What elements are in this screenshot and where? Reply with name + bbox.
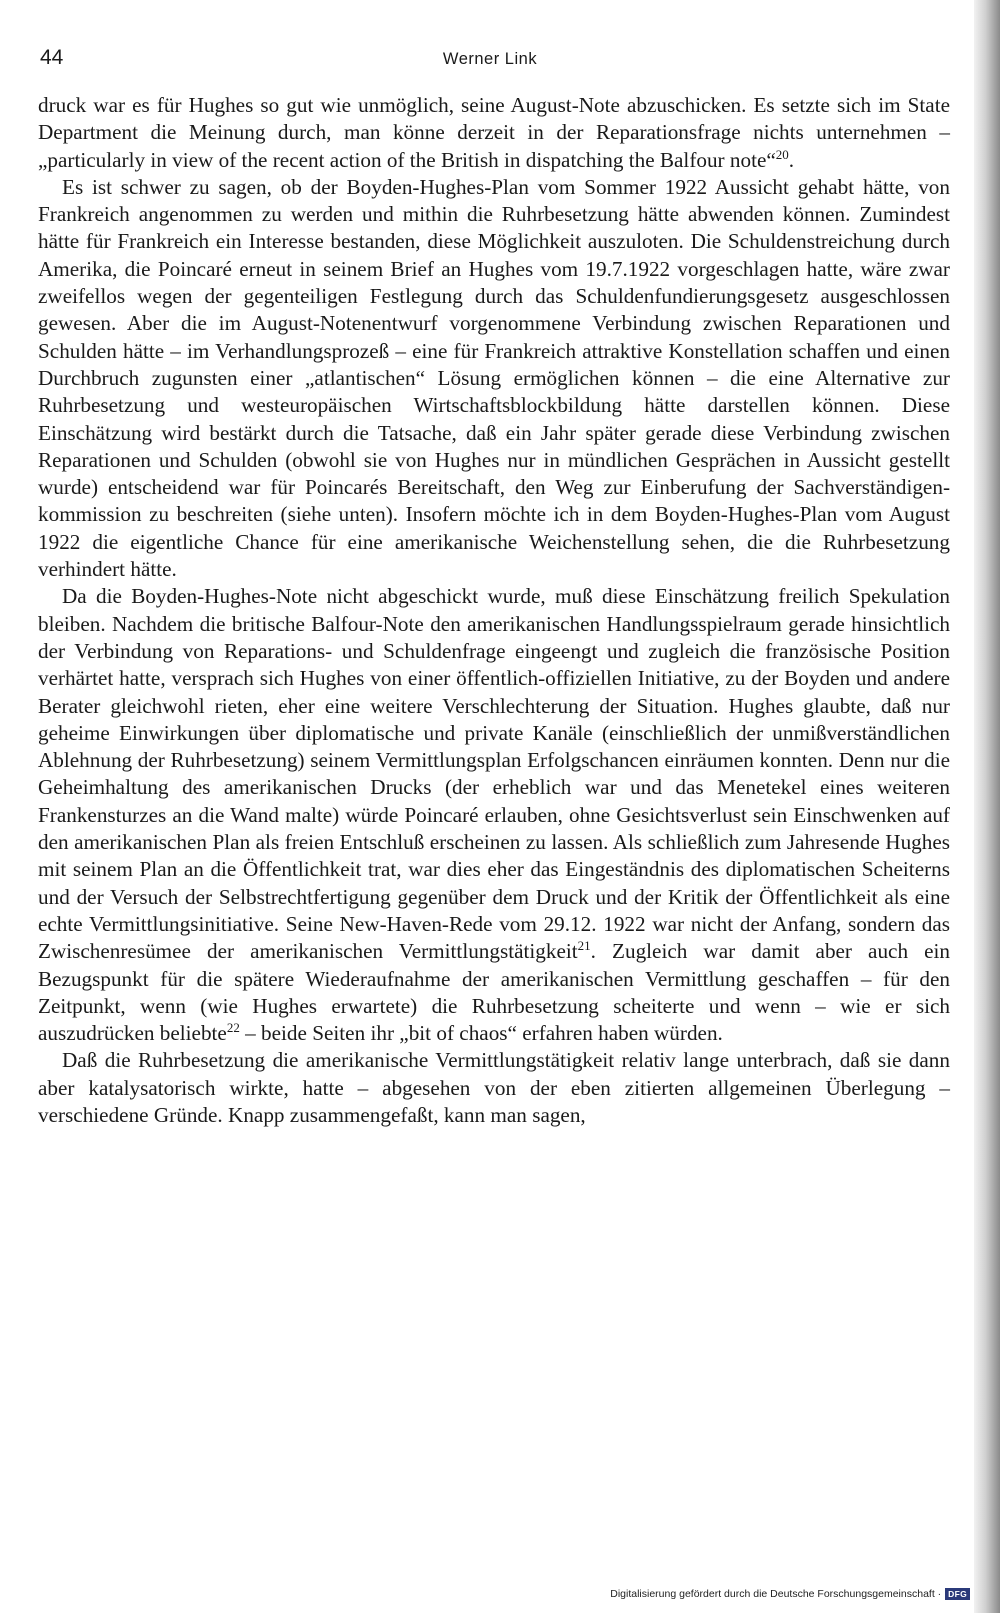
paragraph-1 (38, 92, 950, 174)
page-number: 44 (40, 46, 64, 69)
footnote-ref-21: 21 (577, 938, 591, 954)
dfg-logo: DFG (945, 1588, 970, 1600)
credit-text: Digitalisierung gefördert durch die Deutsche Forschungsgemeinschaft · (610, 1588, 942, 1600)
paragraph-1-end: . (788, 147, 795, 172)
paragraph-4: Daß die Ruhrbesetzung die amerikanische Vermittlungstätigkeit relativ lange unterbrach, daß sie dann aber katalysatorisch wirkte, hatte – abgesehen von der eben zitierten allgemeinen Überlegung – verschiedene Gründe. Knapp zusammengefaßt, kann man sagen, (38, 1048, 950, 1127)
page-edge-shadow (974, 0, 1000, 1613)
digitization-credit (610, 1588, 970, 1600)
paragraph-2: Es ist schwer zu sagen, ob der Boyden-Hughes-Plan vom Sommer 1922 Aussicht gehabt hätte, von Frankreich angenommen zu werden und mithin die Ruhrbesetzung hätte abwenden können. Zumindest hätte für Frankreich ein Interesse bestanden, diese Möglichkeit auszuloten. Die Schuldenstreichung durch Amerika, die Poincaré erneut in seinem Brief an Hughes vom 19.7.1922 vorgeschlagen hatte, wäre zwar zweifellos wegen der gegenteiligen Festlegung durch das Schuldenfundierungsgesetz ausgeschlossen gewesen. Aber die im August-Notenentwurf vorgenommene Verbindung zwischen Reparationen und Schulden hätte – im Verhandlungsprozeß – eine für Frankreich attraktive Konstellation schaffen und einen Durchbruch zugunsten einer „atlantischen“ Lösung ermöglichen können – die eine Alternative zur Ruhrbesetzung und westeuropäischen Wirtschaftsblockbildung hätte darstellen können. Diese Einschätzung wird bestärkt durch die Tatsache, daß ein Jahr später gerade diese Verbindung zwischen Reparationen und Schulden (obwohl sie von Hughes nur in mündlichen Gesprächen in Aussicht gestellt wurde) entscheidend war für Poincarés Bereitschaft, den Weg zur Einberufung der Sachverständigenkommission zu beschreiten (siehe unten). Insofern möchte ich in dem Boyden-Hughes-Plan vom August 1922 die eigentliche Chance für eine amerikanische Weichenstellung sehen, die die Ruhrbesetzung verhindert hätte. (38, 174, 950, 582)
footnote-ref-20: 20 (775, 146, 789, 162)
body-text (38, 92, 950, 1129)
footnote-ref-22: 22 (226, 1020, 240, 1036)
running-head: Werner Link (442, 50, 538, 68)
paragraph-3-text-c: – beide Seiten ihr „bit of chaos“ erfahren haben würden. (239, 1021, 723, 1046)
paragraph-3-text-a: Da die Boyden-Hughes-Note nicht abgeschickt wurde, muß diese Einschätzung freilich Spekulation bleiben. Nachdem die britische Balfour-Note den amerikanischen Handlungsspielraum gerade hinsichtlich der Verbindung von Reparations- und Schuldenfrage eingeengt und zugleich die französische Position verhärtet hatte, versprach sich Hughes von einer öffentlich-offiziellen Initiative, zu der Boyden und andere Berater gleichwohl rieten, eher eine weitere Verschlechterung der Situation. Hughes glaubte, daß nur geheime Einwirkungen über diplomatische und private Kanäle (einschließlich der unmißverständlichen Ablehnung der Ruhrbesetzung) seinem Vermittlungsplan Erfolgschancen einräumen konnten. Denn nur die Geheimhaltung des amerikanischen Drucks (der erheblich war und das Menetekel eines weiteren Frankensturzes an die Wand malte) würde Poincaré erlauben, ohne Gesichtsverlust sein Einschwenken auf den amerikanischen Plan als freien Entschluß erscheinen zu lassen. Als schließlich zum Jahresende Hughes mit seinem Plan an die Öffentlichkeit trat, war dies eher das Eingeständnis des diplomatischen Scheiterns und der Versuch der Selbstrechtfertigung gegenüber dem Druck und der Kritik der Öffentlichkeit als eine echte Vermittlungsinitiative. Seine New-Haven-Rede vom 29.12. 1922 war nicht der Anfang, sondern das Zwischenresümee der amerikanischen Vermittlungstätigkeit (38, 584, 950, 964)
paragraph-3 (38, 583, 950, 1047)
paragraph-3-text-b: . Zugleich war damit aber auch ein Bezugspunkt für die spätere Wiederaufnahme der amerikanischen Vermittlung geschaffen – für den Zeitpunkt, wenn (wie Hughes erwartete) die Ruhrbesetzung scheiterte und wenn – wie er sich auszudrücken beliebte (38, 939, 950, 1046)
page-header (40, 46, 940, 78)
paragraph-1-text: druck war es für Hughes so gut wie unmöglich, seine August-Note abzuschicken. Es setzte sich im State Department die Meinung durch, man könne derzeit in der Reparationsfrage nichts unternehmen – „particularly in view of the recent action of the British in dispatching the Balfour note“ (38, 93, 950, 172)
